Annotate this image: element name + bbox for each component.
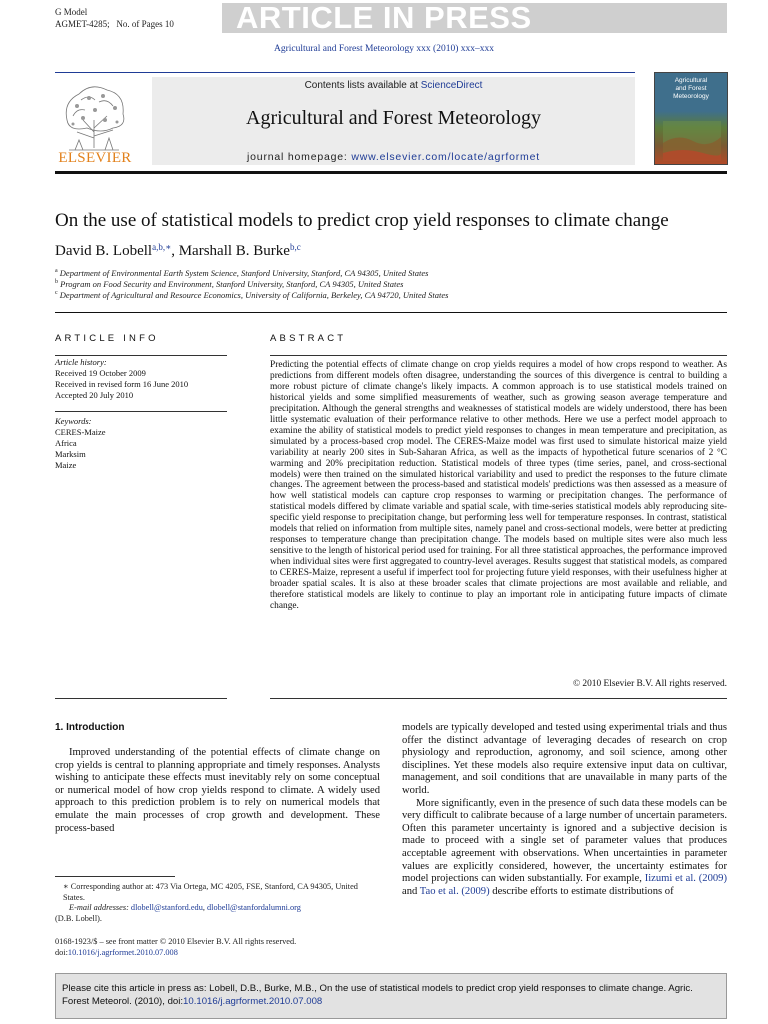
affiliation-text: Department of Environmental Earth System Science, Stanford University, Stanford, CA 94305, United States <box>59 268 429 278</box>
sciencedirect-link[interactable]: ScienceDirect <box>420 80 483 91</box>
journal-title: Agricultural and Forest Meteorology <box>246 107 541 129</box>
affiliation-text: Program on Food Security and Environment, Stanford University, Stanford, CA 94305, United States <box>60 279 404 289</box>
page-count: No. of Pages 10 <box>116 19 174 29</box>
homepage-link[interactable]: www.elsevier.com/locate/agrformet <box>351 151 540 163</box>
article-info-rule <box>55 355 227 356</box>
reference-link[interactable]: Iizumi et al. (2009) <box>644 873 727 885</box>
doi-link[interactable]: 10.1016/j.agrformet.2010.07.008 <box>67 947 178 957</box>
doi-line <box>55 948 380 959</box>
section-heading-introduction: 1. Introduction <box>55 722 125 733</box>
please-cite-text <box>62 982 722 1008</box>
keywords-label: Keywords: <box>55 416 92 426</box>
history-item: Received in revised form 16 June 2010 <box>55 379 189 389</box>
intro-right-column <box>402 722 727 898</box>
journal-cover <box>654 72 728 165</box>
affiliation <box>55 279 403 289</box>
paragraph-text: More significantly, even in the presence of such data these models can be very difficult to calibrate because of a large number of uncertain parameters. Often this parameter uncertainty is ignored and a subjective decision is made to proceed with a single set of parameter values that produces acceptable agreement with observations. When uncertainties in parameter values are explicitly considered, however, the uncertainty estimates for model projections can widen substantially. For example, <box>402 797 727 885</box>
keyword: Marksim <box>55 449 86 459</box>
abstract-rule <box>270 355 727 356</box>
history-item: Received 19 October 2009 <box>55 368 146 378</box>
copyright-notice: © 2010 Elsevier B.V. All rights reserved. <box>572 679 727 689</box>
keyword: Maize <box>55 460 77 470</box>
intro-paragraph: Improved understanding of the potential effects of climate change on crop yields is central to planning appropriate and timely responses. Analysts wishing to anticipate these effects must inevitably rely on some conceptual or numerical model of how crop yields respond to climate. A widely used approach to this prediction problem is to rely on numerical models that emulate the main processes of crop growth and development. These process-based <box>55 747 380 834</box>
affiliation-mark: b <box>55 279 58 286</box>
affiliation <box>55 268 428 278</box>
article-title: On the use of statistical models to predict crop yield responses to climate change <box>55 210 669 231</box>
author-separator: , <box>171 243 179 259</box>
publisher-name: ELSEVIER <box>58 150 132 166</box>
header-rule <box>55 72 635 73</box>
email-label: E-mail addresses: <box>69 903 131 913</box>
gmodel-label: G Model <box>55 7 88 17</box>
affiliation <box>55 290 448 300</box>
keywords <box>55 416 227 471</box>
cover-landscape-icon <box>663 121 721 161</box>
author-name[interactable]: David B. Lobell <box>55 243 153 259</box>
abstract-bottom-rule <box>270 698 727 699</box>
info-bottom-rule <box>55 698 227 699</box>
paragraph-text: and <box>402 885 420 897</box>
header-thick-rule <box>55 171 727 174</box>
corresponding-author-note <box>55 882 380 924</box>
keywords-rule <box>55 411 227 412</box>
abstract-heading: ABSTRACT <box>270 333 347 344</box>
corresponding-author: ∗ Corresponding author at: 473 Via Ortega, MC 4205, FSE, Stanford, CA 94305, United States. <box>63 882 358 902</box>
author-name[interactable]: Marshall B. Burke <box>178 243 290 259</box>
intro-paragraph <box>402 798 727 899</box>
article-id: AGMET-4285; <box>55 19 110 29</box>
cover-title: Agricultural and Forest Meteorology <box>673 77 709 100</box>
intro-left-column <box>55 747 380 835</box>
journal-citation[interactable]: Agricultural and Forest Meteorology xxx (2010) xxx–xxx <box>273 44 495 54</box>
cite-doi-link[interactable]: 10.1016/j.agrformet.2010.07.008 <box>183 996 323 1007</box>
reference-link[interactable]: Tao et al. (2009) <box>419 885 490 897</box>
homepage-prefix: journal homepage: <box>247 151 352 163</box>
journal-homepage <box>152 151 635 163</box>
email-link[interactable]: dlobell@stanfordalumni.org <box>207 903 301 913</box>
doi-label: doi: <box>55 947 68 957</box>
article-in-press-label: ARTICLE IN PRESS <box>236 0 532 35</box>
issn-line: 0168-1923/$ – see front matter © 2010 Elsevier B.V. All rights reserved. <box>55 937 297 946</box>
intro-paragraph: models are typically developed and tested using experimental trials and thus offer the distinct advantage of leveraging decades of research on crop physiology and reproduction, agronomy, and soil science, among other disciplines. Yet these models also require extensive input data on cultivar, management, and soil conditions that are unavailable in many parts of the world. <box>402 722 727 796</box>
footnote-rule <box>55 876 175 877</box>
author-list <box>55 242 301 260</box>
issn-block <box>55 937 380 958</box>
keyword: Africa <box>55 438 77 448</box>
history-item: Accepted 20 July 2010 <box>55 390 134 400</box>
manuscript-id <box>55 6 174 30</box>
abstract-text: Predicting the potential effects of climate change on crop yields requires a model of how crops respond to weather. As predictions from different models often disagree, understanding the sources of this divergence is central to building a more robust picture of climate change's likely impacts. A common approach is to use statistical models trained on historical yields and some simplified measurements of weather, such as growing season average temperature and precipitation. Although the general strengths and weaknesses of statistical models are widely understood, there has been little systematic evaluation of their performance relative to other methods. Here we use a perfect model approach to examine the ability of statistical models to predict yield responses to changes in mean temperature and precipitation, as simulated by a process-based crop model. The CERES-Maize model was first used to simulate historical maize yield variability at nearly 200 sites in Sub-Saharan Africa, as well as the impacts of hypothetical future scenarios of 2 °C warming and 20% precipitation reduction. Statistical models of three types (time series, panel, and cross-sectional models) were then trained on the simulated historical variability and used to predict the responses to the future climate changes. The agreement between the process-based and statistical models' predictions was then assessed as a measure of how well statistical models can capture crop responses to warming or precipitation changes. The performance of statistical models differed by climate variable and spatial scale, with time-series statistical models ably reproducing site-specific yield response to precipitation change, but performing less well for temperature responses. In contrast, statistical models that relied on information from multiple sites, namely panel and cross-sectional models, were better at predicting responses to temperature change than precipitation change. The models based on multiple sites were also much less sensitive to the length of historical period used for training. For all three statistical approaches, the performance improved when individual sites were first aggregated to country-level averages. Results suggest that statistical models, as compared to CERES-Maize, represent a useful if imperfect tool for projecting future yield responses, with their usefulness higher at broader spatial scales. It is also at these broader scales that climate projections are most available and reliable, and therefore statistical models are likely to continue to play an important role in anticipating future impacts of climate change. <box>270 360 727 611</box>
article-history <box>55 357 227 401</box>
author-affil-marks[interactable]: a,b,∗ <box>152 242 172 252</box>
email-link[interactable]: dlobell@stanford.edu <box>130 903 203 913</box>
keyword: CERES-Maize <box>55 427 106 437</box>
author-affil-marks[interactable]: b,c <box>289 242 301 252</box>
paragraph-text: describe efforts to estimate distributions of <box>489 885 674 897</box>
cite-text: Please cite this article in press as: Lobell, D.B., Burke, M.B., On the use of statistical models to predict crop yield responses to climate change. Agric. Forest Meteorol. (2010), doi: <box>62 983 693 1007</box>
affiliation-mark: a <box>55 268 58 275</box>
article-info-heading: ARTICLE INFO <box>55 333 159 344</box>
email-owner: (D.B. Lobell). <box>55 913 103 923</box>
email-separator: , <box>202 903 208 913</box>
email-line <box>55 903 380 914</box>
history-label: Article history: <box>55 357 107 367</box>
title-block-rule <box>55 312 727 313</box>
contents-prefix: Contents lists available at <box>304 80 421 91</box>
contents-line <box>152 80 635 91</box>
affiliation-mark: c <box>55 290 58 297</box>
affiliation-text: Department of Agricultural and Resource Economics, University of California, Berkeley, CA 94720, United States <box>59 290 449 300</box>
